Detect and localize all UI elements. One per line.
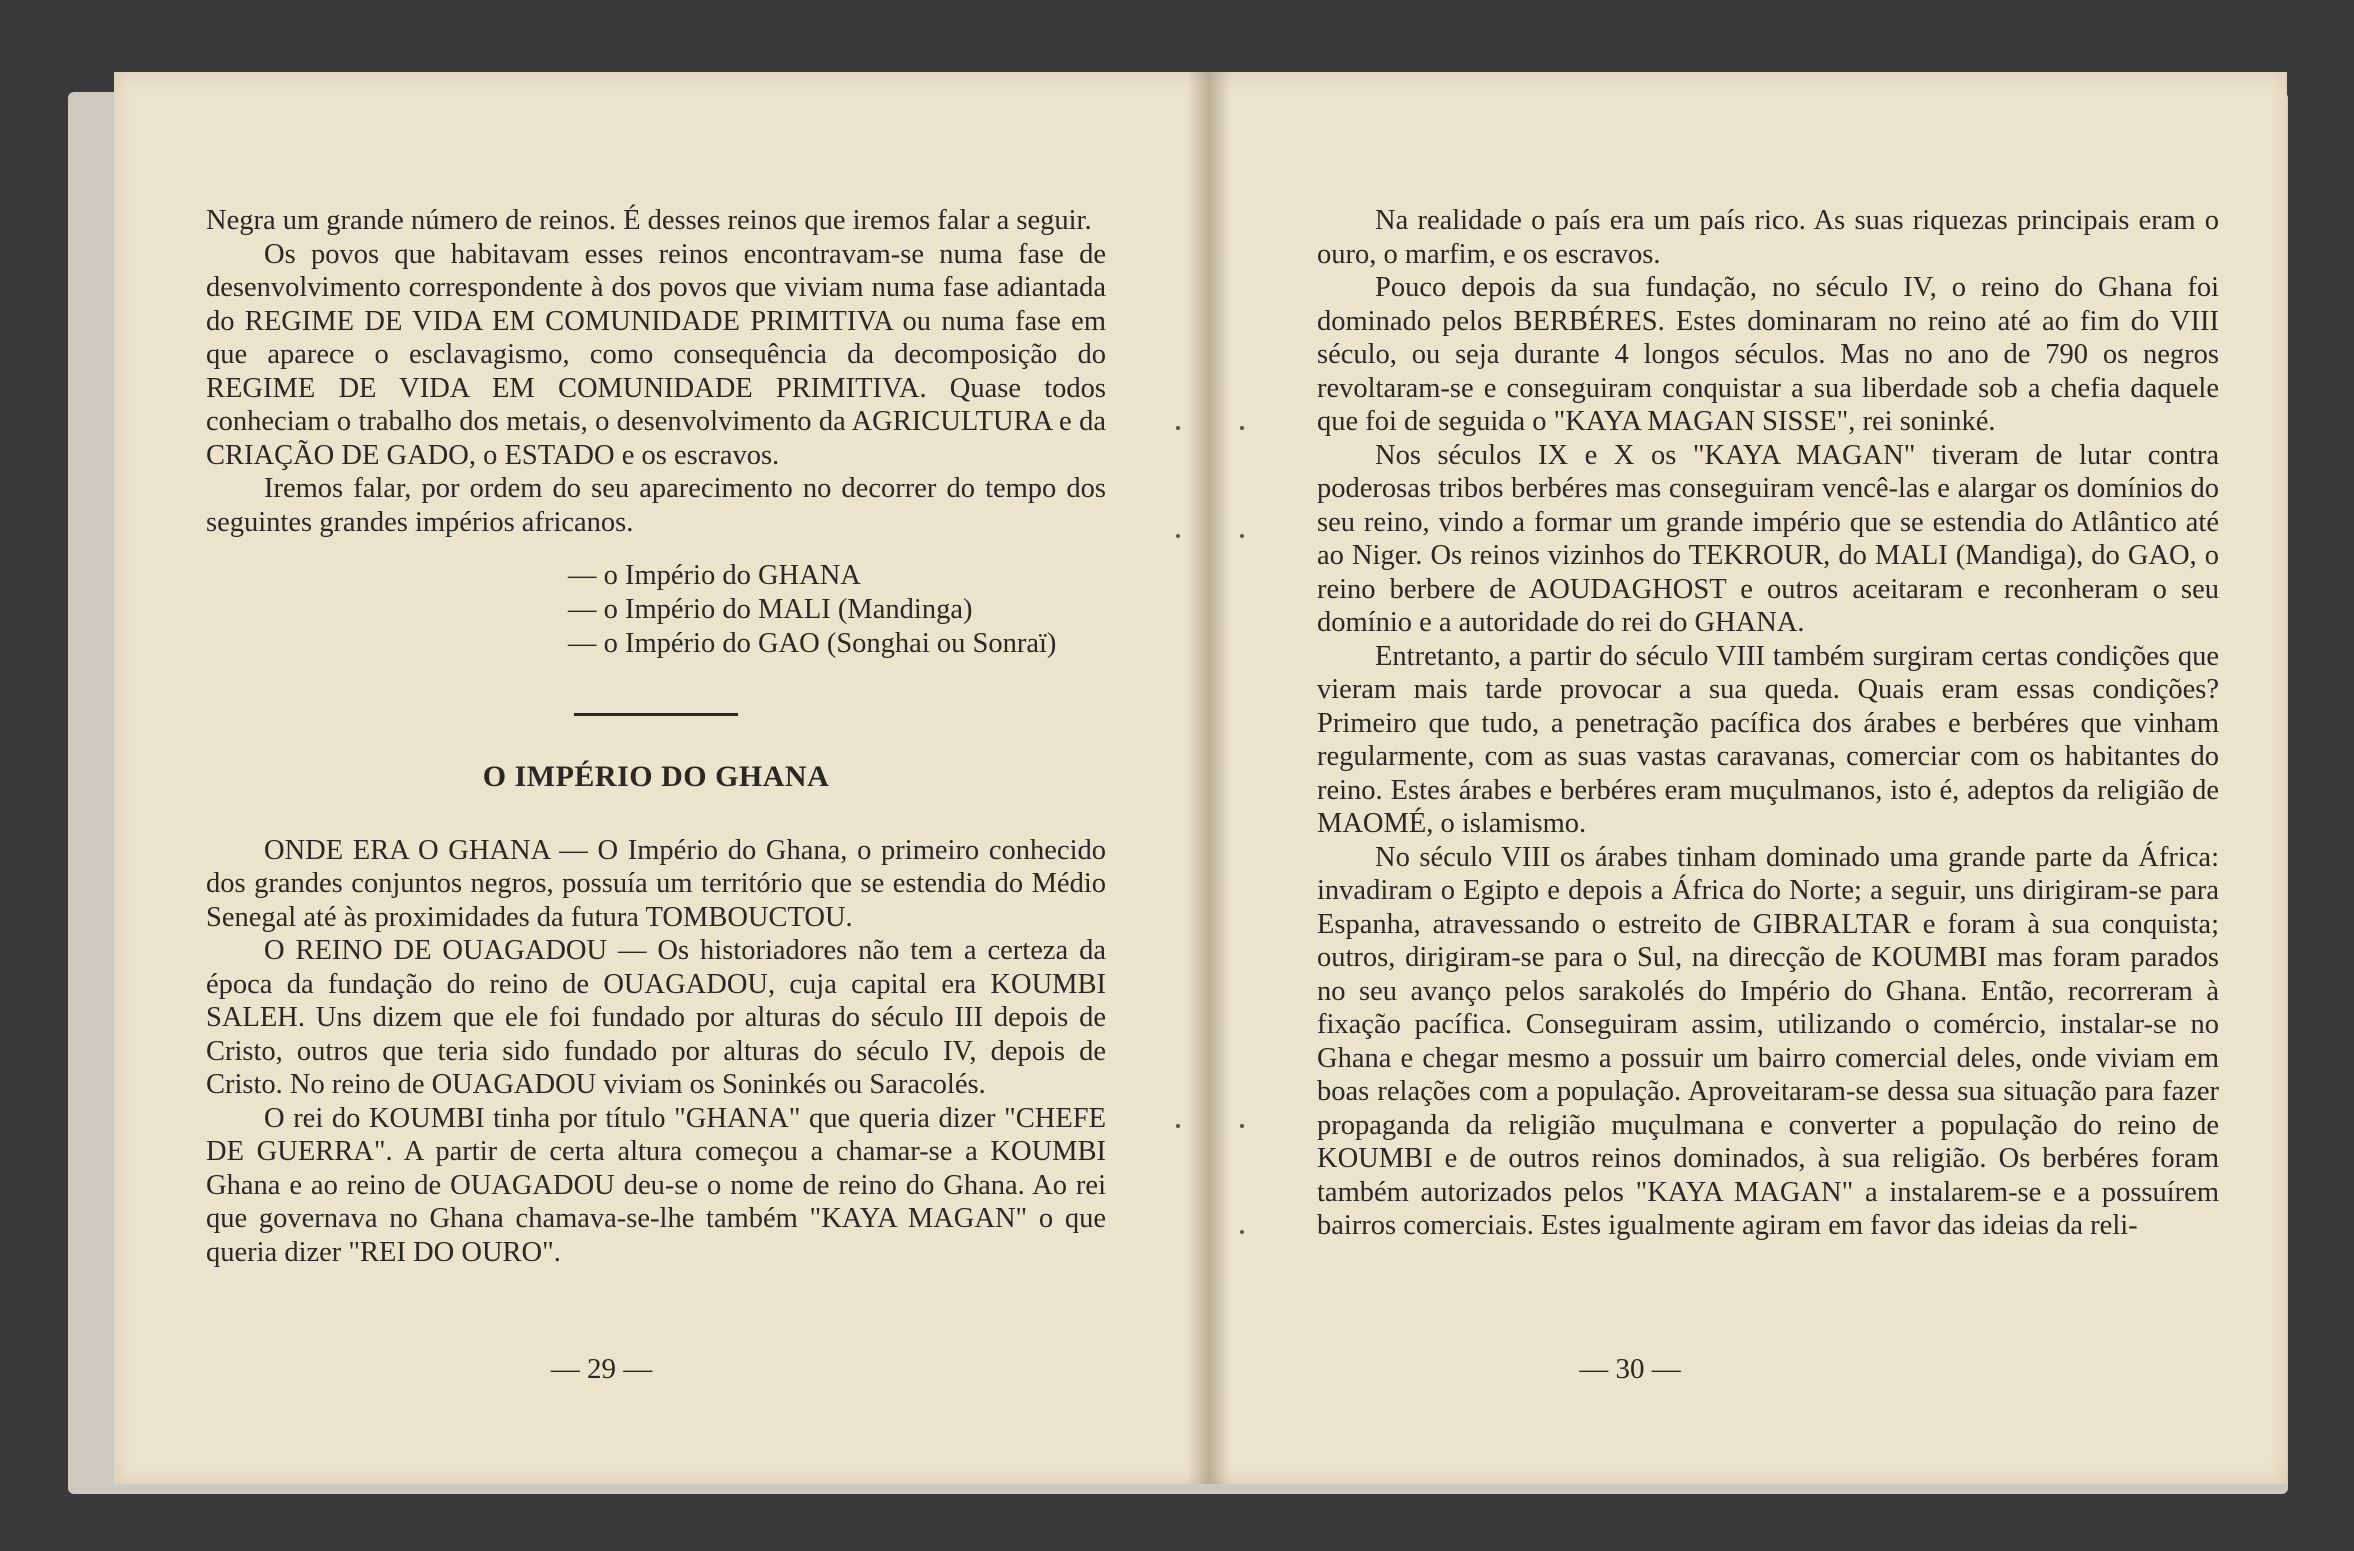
binding-staple-mark (1176, 426, 1180, 430)
paragraph: Pouco depois da sua fundação, no século IV, o reino do Ghana foi dominado pelos BERBÉRES. Estes dominaram no reino até ao fim do VIII século, ou seja durante 4 longos séculos. Mas no ano de 790 os negros revoltaram-se e conseguiram conquistar a sua liberdade sob a chefia daquele que foi de seguida o "KAYA MAGAN SISSE", rei soninké. (1317, 272, 2219, 437)
list-item: — o Império do GAO (Songhai ou Sonraï) (568, 628, 1057, 659)
binding-staple-mark (1240, 1230, 1244, 1234)
paragraph: Nos séculos IX e X os "KAYA MAGAN" tiveram de lutar contra poderosas tribos berbéres mas conseguiram vencê-las e alargar os domínios do seu reino, vindo a formar um grande império que se estendia do Atlântico até ao Niger. Os reinos vizinhos do TEKROUR, do MALI (Mandiga), do GAO, o reino berbere de AOUDAGHOST e outros aceitaram e reconheram o seu domínio e a autoridade do rei do GHANA. (1317, 439, 2219, 638)
left-page-text (206, 204, 1106, 1269)
page-number: — 29 — (550, 1353, 653, 1385)
list-item: — o Império do MALI (Mandinga) (568, 594, 973, 625)
empires-list (568, 559, 1106, 661)
book-gutter (1187, 72, 1231, 1484)
left-page (114, 72, 1209, 1484)
page-number: — 30 — (1579, 1353, 1681, 1385)
paragraph: ONDE ERA O GHANA — O Império do Ghana, o primeiro conhecido dos grandes conjuntos negros, possuía um território que se estendia do Médio Senegal até às proximidades da futura TOMBOUCTOU. (206, 834, 1106, 933)
paragraph: Entretanto, a partir do século VIII também surgiram certas condições que vieram mais tarde provocar a sua queda. Quais eram essas condições? Primeiro que tudo, a penetração pacífica dos árabes e berbéres que vinham regularmente, com as suas vastas caravanas, comerciar com os habitantes do reino. Estes árabes e berbéres eram muçulmanos, isto é, adeptos da religião de MAOMÉ, o islamismo. (1317, 640, 2219, 839)
binding-staple-mark (1240, 1124, 1244, 1128)
right-page-text (1317, 204, 2219, 1243)
paragraph: Iremos falar, por ordem do seu aparecimento no decorrer do tempo dos seguintes grandes impérios africanos. (206, 473, 1106, 538)
section-title: O IMPÉRIO DO GHANA (482, 760, 830, 793)
paragraph: Negra um grande número de reinos. É desses reinos que iremos falar a seguir. (206, 205, 1092, 236)
paragraph: O rei do KOUMBI tinha por título "GHANA" que queria dizer "CHEFE DE GUERRA". A partir de certa altura começou a chamar-se a KOUMBI Ghana e ao reino de OUAGADOU deu-se o nome de reino do Ghana. Ao rei que governava no Ghana chamava-se-lhe também "KAYA MAGAN" o que queria dizer "REI DO OURO". (206, 1102, 1106, 1268)
paragraph: Os povos que habitavam esses reinos encontravam-se numa fase de desenvolvimento correspondente à dos povos que viviam numa fase adiantada do REGIME DE VIDA EM COMUNIDADE PRIMITIVA ou numa fase em que aparece o esclavagismo, como consequência da decomposição do REGIME DE VIDA EM COMUNIDADE PRIMITIVA. Quase todos conheciam o trabalho dos metais, o desenvolvimento da AGRICULTURA e da CRIAÇÃO DE GADO, o ESTADO e os escravos. (206, 238, 1106, 471)
binding-staple-mark (1240, 534, 1244, 538)
section-divider (574, 713, 738, 716)
binding-staple-mark (1176, 534, 1180, 538)
list-item: — o Império do GHANA (568, 560, 861, 591)
binding-staple-mark (1240, 426, 1244, 430)
paragraph: No século VIII os árabes tinham dominado uma grande parte da África: invadiram o Egipto e depois a África do Norte; a seguir, uns dirigiram-se para Espanha, atravessando o estreito de GIBRALTAR e foram à sua conquista; outros, dirigiram-se para o Sul, na direcção de KOUMBI mas foram parados no seu avanço pelos sarakolés do Império do Ghana. Então, recorreram à fixação pacífica. Conseguiram assim, utilizando o comércio, instalar-se no Ghana e chegar mesmo a possuir um bairro comercial deles, onde viviam em boas relações com a população. Aproveitaram-se dessa sua situação para fazer propaganda da religião muçulmana e converter a população do reino de KOUMBI e de outros reinos dominados, à sua religião. Os berbéres foram também autorizados pelos "KAYA MAGAN" a instalarem-se e a possuírem bairros comerciais. Estes igualmente agiram em favor das ideias da reli- (1317, 841, 2219, 1241)
paragraph: Na realidade o país era um país rico. As suas riquezas principais eram o ouro, o marfim, e os escravos. (1317, 205, 2219, 270)
right-page (1209, 72, 2287, 1484)
paragraph: O REINO DE OUAGADOU — Os historiadores não tem a certeza da época da fundação do reino de OUAGADOU, cuja capital era KOUMBI SALEH. Uns dizem que ele foi fundado por alturas do século III depois de Cristo, outros que teria sido fundado por alturas do século IV, depois de Cristo. No reino de OUAGADOU viviam os Soninkés ou Saracolés. (206, 935, 1106, 1100)
binding-staple-mark (1176, 1124, 1180, 1128)
